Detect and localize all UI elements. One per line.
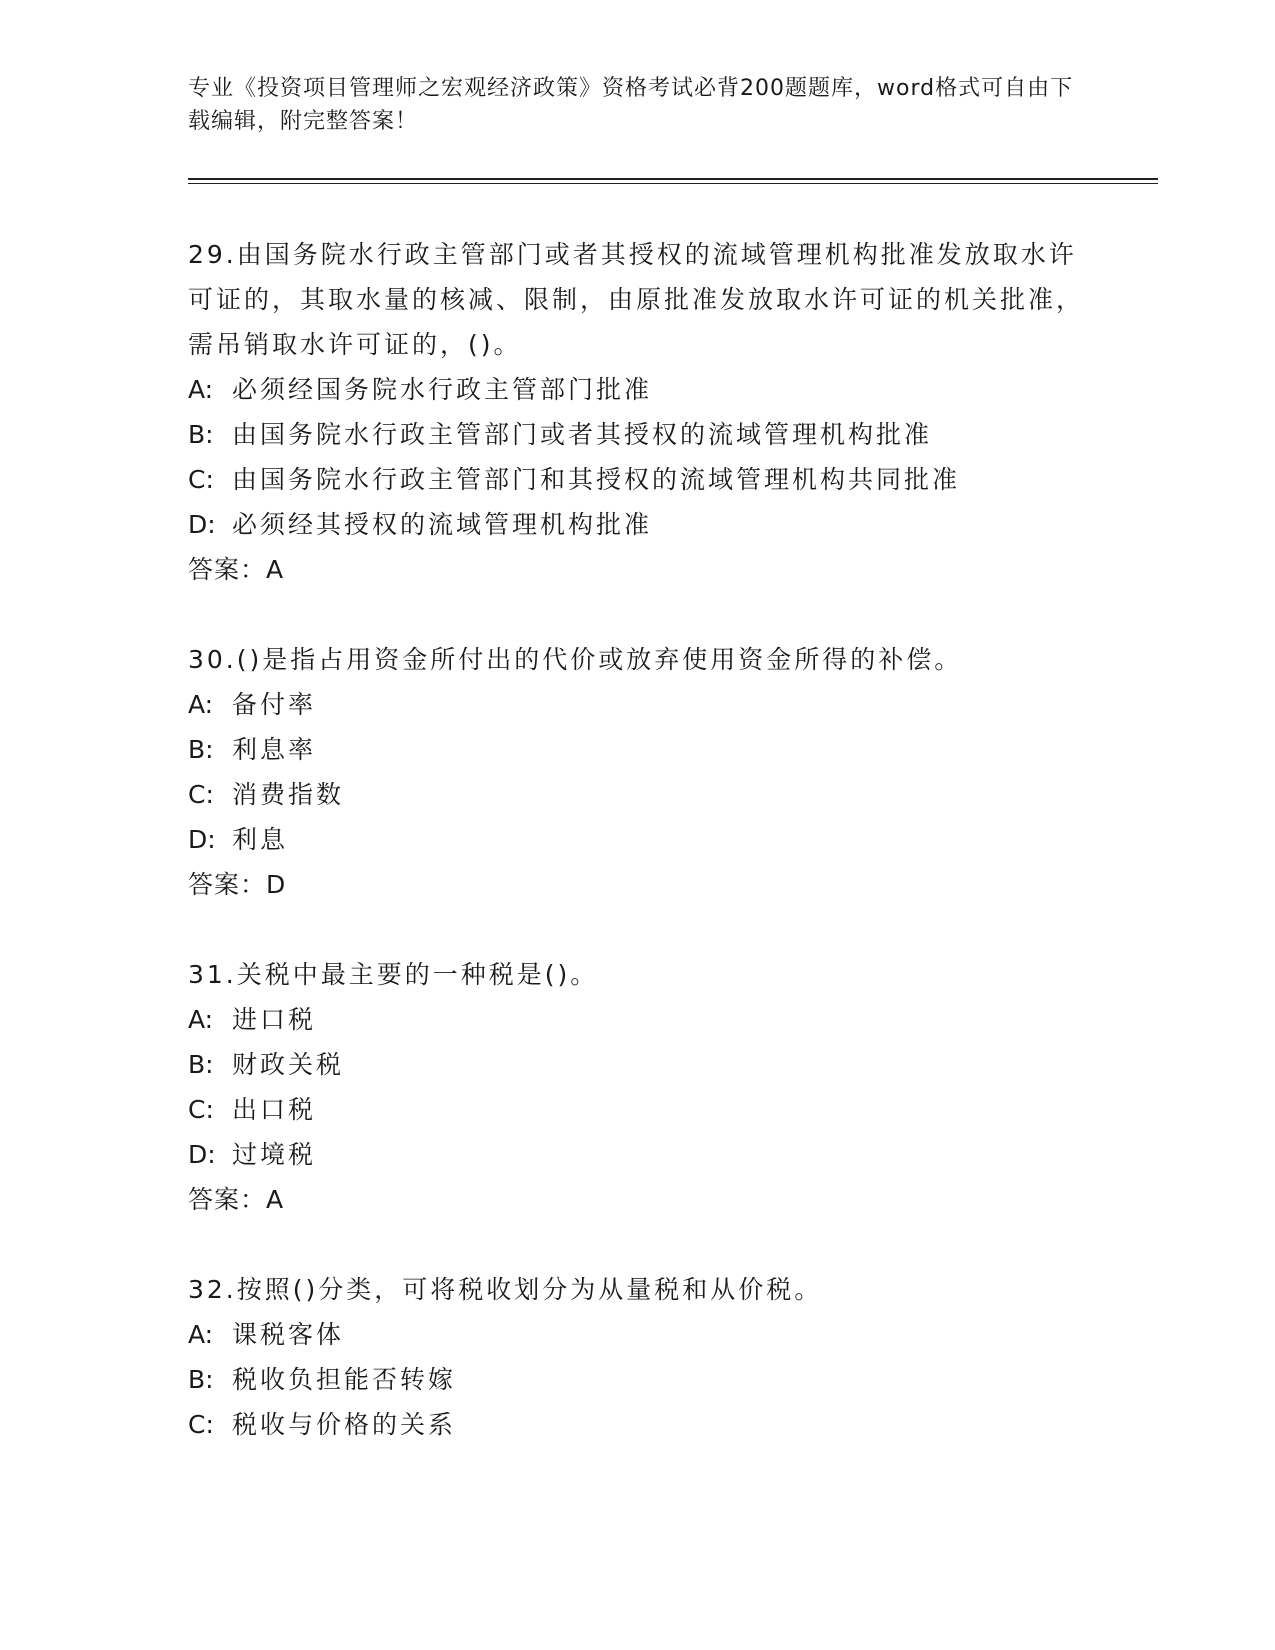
option-a [188, 997, 1088, 1042]
question-32 [188, 1267, 1088, 1447]
question-30 [188, 637, 1088, 907]
option-letter: A: [188, 690, 214, 719]
option-b [188, 1357, 1088, 1402]
option-text: 出口税 [232, 1095, 317, 1124]
option-text: 税收负担能否转嫁 [232, 1365, 457, 1394]
option-text: 利息率 [232, 735, 317, 764]
question-stem: 31.关税中最主要的一种税是()。 [188, 960, 599, 989]
option-letter: D: [188, 1140, 216, 1169]
answer-line: 答案：D [188, 870, 287, 899]
option-text: 税收与价格的关系 [232, 1410, 457, 1439]
answer-line: 答案：A [188, 555, 285, 584]
question-stem: 30.()是指占用资金所付出的代价或放弃使用资金所得的补偿。 [188, 645, 963, 674]
option-c [188, 772, 1088, 817]
option-letter: D: [188, 825, 216, 854]
option-letter: C: [188, 465, 214, 494]
option-letter: D: [188, 510, 216, 539]
question-stem: 32.按照()分类，可将税收划分为从量税和从价税。 [188, 1275, 823, 1304]
question-29 [188, 232, 1088, 592]
header-divider [188, 178, 1158, 184]
option-b [188, 727, 1088, 772]
option-text: 由国务院水行政主管部门和其授权的流域管理机构共同批准 [232, 465, 961, 494]
option-letter: C: [188, 780, 214, 809]
option-text: 过境税 [232, 1140, 317, 1169]
option-letter: C: [188, 1410, 214, 1439]
option-text: 进口税 [232, 1005, 317, 1034]
question-31 [188, 952, 1088, 1222]
option-b [188, 1042, 1088, 1087]
option-letter: A: [188, 375, 214, 404]
option-c [188, 1402, 1088, 1447]
option-text: 备付率 [232, 690, 317, 719]
option-d [188, 502, 1088, 547]
option-b [188, 412, 1088, 457]
option-c [188, 457, 1088, 502]
answer-line: 答案：A [188, 1185, 285, 1214]
option-text: 课税客体 [232, 1320, 345, 1349]
option-letter: A: [188, 1320, 214, 1349]
option-a [188, 682, 1088, 727]
option-letter: B: [188, 735, 214, 764]
option-letter: C: [188, 1095, 214, 1124]
option-d [188, 817, 1088, 862]
page-header: 专业《投资项目管理师之宏观经济政策》资格考试必背200题题库，word格式可自由下载编辑，附完整答案！ [188, 76, 1074, 134]
option-letter: A: [188, 1005, 214, 1034]
option-d [188, 1132, 1088, 1177]
option-a [188, 367, 1088, 412]
option-a [188, 1312, 1088, 1357]
option-text: 利息 [232, 825, 289, 854]
option-letter: B: [188, 1050, 214, 1079]
option-letter: B: [188, 420, 214, 449]
option-letter: B: [188, 1365, 214, 1394]
option-text: 必须经国务院水行政主管部门批准 [232, 375, 653, 404]
question-stem: 29.由国务院水行政主管部门或者其授权的流域管理机构批准发放取水许可证的，其取水量的核减、限制，由原批准发放取水许可证的机关批准，需吊销取水许可证的，()。 [188, 240, 1085, 359]
option-text: 财政关税 [232, 1050, 345, 1079]
option-text: 必须经其授权的流域管理机构批准 [232, 510, 653, 539]
option-text: 由国务院水行政主管部门或者其授权的流域管理机构批准 [232, 420, 933, 449]
option-text: 消费指数 [232, 780, 345, 809]
question-list [188, 232, 1088, 1492]
option-c [188, 1087, 1088, 1132]
